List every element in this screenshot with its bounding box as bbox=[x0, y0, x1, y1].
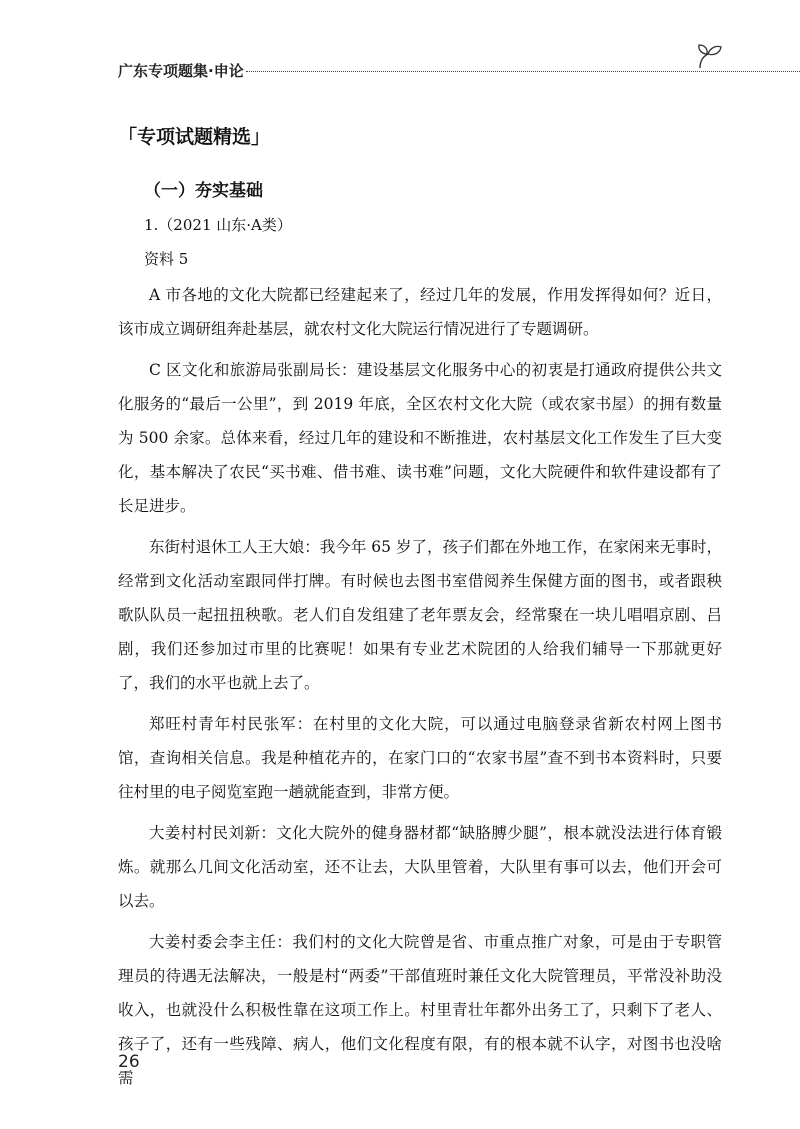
sprout-icon bbox=[690, 38, 724, 72]
paragraph: 大姜村村民刘新：文化大院外的健身器材都“缺胳膊少腿”，根本就没法进行体育锻炼。就那么几间文化活动室，还不让去，大队里管着，大队里有事可以去，他们开会可以去。 bbox=[118, 824, 722, 910]
section-title: 「专项试题精选」 bbox=[118, 126, 271, 148]
paragraph: 东街村退休工人王大娘：我今年 65 岁了，孩子们都在外地工作，在家闲来无事时，经常到文化活动室跟同伴打牌。有时候也去图书室借阅养生保健方面的图书，或者跟秧歌队队员一起扭扭秧歌。老人们自发组建了老年票友会，经常聚在一块儿唱唱京剧、吕剧，我们还参加过市里的比赛呢！如果有专业艺术院团的人给我们辅导一下那就更好了，我们的水平也就上去了。 bbox=[118, 538, 722, 692]
subsection-title: （一）夯实基础 bbox=[144, 181, 263, 201]
running-header bbox=[118, 60, 718, 84]
paragraph: A 市各地的文化大院都已经建起来了，经过几年的发展，作用发挥得如何？近日，该市成立调研组奔赴基层，就农村文化大院运行情况进行了专题调研。 bbox=[118, 286, 722, 338]
material-label: 资料 5 bbox=[144, 250, 189, 268]
page-number: 26 bbox=[118, 1052, 140, 1072]
body-text bbox=[118, 278, 722, 1102]
question-label: 1.（2021 山东·A类） bbox=[144, 216, 292, 234]
paragraph: 大姜村委会李主任：我们村的文化大院曾是省、市重点推广对象，可是由于专职管理员的待遇无法解决，一般是村“两委”干部值班时兼任文化大院管理员，平常没补助没收入，也就没什么积极性靠在这项工作上。村里青壮年都外出务工了，只剩下了老人、孩子了，还有一些残障、病人，他们文化程度有限，有的根本就不认字，对图书也没啥需 bbox=[118, 933, 722, 1087]
paragraph: 郑旺村青年村民张军：在村里的文化大院，可以通过电脑登录省新农村网上图书馆，查询相关信息。我是种植花卉的，在家门口的“农家书屋”查不到书本资料时，只要往村里的电子阅览室跑一趟就能查到，非常方便。 bbox=[118, 715, 722, 801]
paragraph: C 区文化和旅游局张副局长：建设基层文化服务中心的初衷是打通政府提供公共文化服务的“最后一公里”，到 2019 年底，全区农村文化大院（或农家书屋）的拥有数量为 500 余家。总体来看，经过几年的建设和不断推进，农村基层文化工作发生了巨大变化，基本解决了农民“买书难、借书难、读书难”问题，文化大院硬件和软件建设都有了长足进步。 bbox=[118, 361, 722, 515]
running-header-title: 广东专项题集·申论 bbox=[118, 62, 244, 80]
